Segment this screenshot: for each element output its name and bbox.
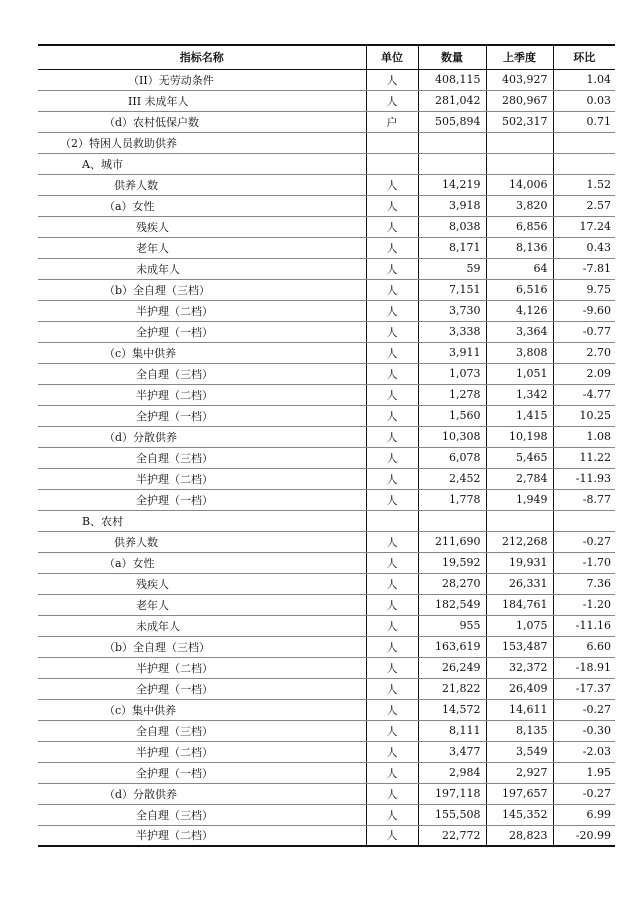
table-row (38, 426, 615, 447)
table-row (38, 699, 615, 720)
unit-cell: 人 (366, 342, 418, 363)
indicator-name: 半护理（二档） (38, 741, 366, 762)
table-row (38, 468, 615, 489)
qoq-ratio-cell: 9.75 (553, 279, 615, 300)
qoq-ratio-cell: -8.77 (553, 489, 615, 510)
quantity-cell: 10,308 (418, 426, 486, 447)
previous-quarter-cell: 212,268 (486, 531, 553, 552)
previous-quarter-cell: 14,006 (486, 174, 553, 195)
indicator-name: （c）集中供养 (38, 342, 366, 363)
table-row (38, 594, 615, 615)
quantity-cell: 59 (418, 258, 486, 279)
quantity-cell: 28,270 (418, 573, 486, 594)
quantity-cell: 6,078 (418, 447, 486, 468)
quantity-cell: 182,549 (418, 594, 486, 615)
qoq-ratio-cell: -11.16 (553, 615, 615, 636)
table-row (38, 90, 615, 111)
previous-quarter-cell: 145,352 (486, 804, 553, 825)
indicator-name: 半护理（二档） (38, 384, 366, 405)
qoq-ratio-cell: 17.24 (553, 216, 615, 237)
indicator-name: 老年人 (38, 237, 366, 258)
unit-cell: 人 (366, 804, 418, 825)
table-row (38, 342, 615, 363)
previous-quarter-cell (486, 132, 553, 153)
previous-quarter-cell: 6,856 (486, 216, 553, 237)
qoq-ratio-cell: 0.43 (553, 237, 615, 258)
table-header (38, 45, 615, 69)
qoq-ratio-cell: -2.03 (553, 741, 615, 762)
table-row (38, 825, 615, 846)
indicator-name: （a）女性 (38, 195, 366, 216)
table-row (38, 804, 615, 825)
previous-quarter-cell: 197,657 (486, 783, 553, 804)
quantity-cell: 197,118 (418, 783, 486, 804)
qoq-ratio-cell: 2.09 (553, 363, 615, 384)
indicator-name: 残疾人 (38, 573, 366, 594)
qoq-ratio-cell: -17.37 (553, 678, 615, 699)
indicator-name: （c）集中供养 (38, 699, 366, 720)
table-row (38, 657, 615, 678)
indicator-name: 未成年人 (38, 615, 366, 636)
table-row (38, 405, 615, 426)
table-row (38, 69, 615, 90)
indicator-name: （2）特困人员救助供养 (38, 132, 366, 153)
previous-quarter-cell: 1,075 (486, 615, 553, 636)
indicator-name: （d）分散供养 (38, 783, 366, 804)
quantity-cell: 211,690 (418, 531, 486, 552)
qoq-ratio-cell (553, 132, 615, 153)
unit-cell: 人 (366, 258, 418, 279)
table-row (38, 762, 615, 783)
previous-quarter-cell: 153,487 (486, 636, 553, 657)
quantity-cell: 155,508 (418, 804, 486, 825)
indicator-name: A、城市 (38, 153, 366, 174)
previous-quarter-cell: 10,198 (486, 426, 553, 447)
qoq-ratio-cell: 0.03 (553, 90, 615, 111)
previous-quarter-cell: 184,761 (486, 594, 553, 615)
header-row (38, 45, 615, 69)
indicator-name: 全自理（三档） (38, 363, 366, 384)
unit-cell: 人 (366, 426, 418, 447)
qoq-ratio-cell: 10.25 (553, 405, 615, 426)
qoq-ratio-cell (553, 510, 615, 531)
indicator-name: 全护理（一档） (38, 762, 366, 783)
previous-quarter-cell: 3,820 (486, 195, 553, 216)
statistics-table-container (38, 44, 615, 847)
qoq-ratio-cell (553, 153, 615, 174)
previous-quarter-cell: 403,927 (486, 69, 553, 90)
header-indicator-name: 指标名称 (38, 45, 366, 69)
quantity-cell: 3,911 (418, 342, 486, 363)
section-row (38, 153, 615, 174)
qoq-ratio-cell: 2.70 (553, 342, 615, 363)
qoq-ratio-cell: 0.71 (553, 111, 615, 132)
unit-cell: 人 (366, 825, 418, 846)
previous-quarter-cell: 5,465 (486, 447, 553, 468)
indicator-name: 全护理（一档） (38, 321, 366, 342)
unit-cell: 人 (366, 720, 418, 741)
table-row (38, 573, 615, 594)
indicator-name: （II）无劳动条件 (38, 69, 366, 90)
previous-quarter-cell: 32,372 (486, 657, 553, 678)
table-row (38, 384, 615, 405)
unit-cell: 人 (366, 405, 418, 426)
quantity-cell (418, 132, 486, 153)
qoq-ratio-cell: -0.27 (553, 699, 615, 720)
quantity-cell: 408,115 (418, 69, 486, 90)
quantity-cell: 281,042 (418, 90, 486, 111)
indicator-name: III 未成年人 (38, 90, 366, 111)
indicator-name: 半护理（二档） (38, 825, 366, 846)
quantity-cell: 1,073 (418, 363, 486, 384)
indicator-name: 半护理（二档） (38, 300, 366, 321)
quantity-cell: 3,730 (418, 300, 486, 321)
unit-cell: 户 (366, 111, 418, 132)
quantity-cell: 8,171 (418, 237, 486, 258)
statistics-table (38, 44, 615, 847)
qoq-ratio-cell: 2.57 (553, 195, 615, 216)
quantity-cell: 7,151 (418, 279, 486, 300)
indicator-name: 全护理（一档） (38, 678, 366, 699)
quantity-cell: 8,038 (418, 216, 486, 237)
qoq-ratio-cell: -9.60 (553, 300, 615, 321)
qoq-ratio-cell: -0.27 (553, 531, 615, 552)
table-row (38, 216, 615, 237)
unit-cell: 人 (366, 195, 418, 216)
qoq-ratio-cell: -0.30 (553, 720, 615, 741)
qoq-ratio-cell: 6.99 (553, 804, 615, 825)
indicator-name: 半护理（二档） (38, 657, 366, 678)
qoq-ratio-cell: 1.95 (553, 762, 615, 783)
table-row (38, 111, 615, 132)
indicator-name: 未成年人 (38, 258, 366, 279)
table-row (38, 741, 615, 762)
previous-quarter-cell: 502,317 (486, 111, 553, 132)
unit-cell (366, 132, 418, 153)
quantity-cell: 505,894 (418, 111, 486, 132)
quantity-cell: 3,477 (418, 741, 486, 762)
table-row (38, 489, 615, 510)
qoq-ratio-cell: 6.60 (553, 636, 615, 657)
indicator-name: 供养人数 (38, 174, 366, 195)
unit-cell: 人 (366, 384, 418, 405)
quantity-cell: 14,219 (418, 174, 486, 195)
unit-cell: 人 (366, 363, 418, 384)
qoq-ratio-cell: -4.77 (553, 384, 615, 405)
quantity-cell: 26,249 (418, 657, 486, 678)
quantity-cell (418, 510, 486, 531)
unit-cell: 人 (366, 762, 418, 783)
header-quantity: 数量 (418, 45, 486, 69)
table-row (38, 720, 615, 741)
qoq-ratio-cell: -0.27 (553, 783, 615, 804)
previous-quarter-cell: 3,808 (486, 342, 553, 363)
indicator-name: （d）农村低保户数 (38, 111, 366, 132)
previous-quarter-cell: 6,516 (486, 279, 553, 300)
indicator-name: B、农村 (38, 510, 366, 531)
quantity-cell (418, 153, 486, 174)
qoq-ratio-cell: -0.77 (553, 321, 615, 342)
quantity-cell: 1,560 (418, 405, 486, 426)
qoq-ratio-cell: 1.52 (553, 174, 615, 195)
previous-quarter-cell (486, 510, 553, 531)
table-row (38, 531, 615, 552)
qoq-ratio-cell: 11.22 (553, 447, 615, 468)
table-row (38, 636, 615, 657)
previous-quarter-cell: 3,364 (486, 321, 553, 342)
qoq-ratio-cell: -20.99 (553, 825, 615, 846)
quantity-cell: 2,452 (418, 468, 486, 489)
quantity-cell: 8,111 (418, 720, 486, 741)
indicator-name: （b）全自理（三档） (38, 279, 366, 300)
previous-quarter-cell: 3,549 (486, 741, 553, 762)
previous-quarter-cell: 2,784 (486, 468, 553, 489)
unit-cell: 人 (366, 636, 418, 657)
indicator-name: 全护理（一档） (38, 489, 366, 510)
header-unit: 单位 (366, 45, 418, 69)
qoq-ratio-cell: -1.20 (553, 594, 615, 615)
quantity-cell: 14,572 (418, 699, 486, 720)
previous-quarter-cell: 8,135 (486, 720, 553, 741)
previous-quarter-cell: 28,823 (486, 825, 553, 846)
previous-quarter-cell: 19,931 (486, 552, 553, 573)
indicator-name: 半护理（二档） (38, 468, 366, 489)
table-row (38, 363, 615, 384)
unit-cell: 人 (366, 489, 418, 510)
quantity-cell: 1,278 (418, 384, 486, 405)
header-qoq-ratio: 环比 (553, 45, 615, 69)
previous-quarter-cell: 1,415 (486, 405, 553, 426)
unit-cell: 人 (366, 531, 418, 552)
quantity-cell: 955 (418, 615, 486, 636)
quantity-cell: 21,822 (418, 678, 486, 699)
unit-cell: 人 (366, 699, 418, 720)
table-row (38, 195, 615, 216)
unit-cell: 人 (366, 657, 418, 678)
qoq-ratio-cell: 1.08 (553, 426, 615, 447)
quantity-cell: 2,984 (418, 762, 486, 783)
section-row (38, 132, 615, 153)
previous-quarter-cell: 64 (486, 258, 553, 279)
unit-cell (366, 510, 418, 531)
qoq-ratio-cell: -7.81 (553, 258, 615, 279)
previous-quarter-cell: 1,051 (486, 363, 553, 384)
unit-cell: 人 (366, 468, 418, 489)
unit-cell: 人 (366, 615, 418, 636)
unit-cell: 人 (366, 741, 418, 762)
previous-quarter-cell: 26,409 (486, 678, 553, 699)
unit-cell: 人 (366, 321, 418, 342)
quantity-cell: 22,772 (418, 825, 486, 846)
table-row (38, 279, 615, 300)
previous-quarter-cell: 26,331 (486, 573, 553, 594)
unit-cell: 人 (366, 216, 418, 237)
table-row (38, 300, 615, 321)
indicator-name: （b）全自理（三档） (38, 636, 366, 657)
previous-quarter-cell: 14,611 (486, 699, 553, 720)
indicator-name: 供养人数 (38, 531, 366, 552)
unit-cell: 人 (366, 678, 418, 699)
qoq-ratio-cell: -1.70 (553, 552, 615, 573)
quantity-cell: 19,592 (418, 552, 486, 573)
previous-quarter-cell (486, 153, 553, 174)
quantity-cell: 1,778 (418, 489, 486, 510)
quantity-cell: 3,918 (418, 195, 486, 216)
previous-quarter-cell: 280,967 (486, 90, 553, 111)
unit-cell: 人 (366, 573, 418, 594)
section-row (38, 510, 615, 531)
qoq-ratio-cell: 7.36 (553, 573, 615, 594)
unit-cell: 人 (366, 90, 418, 111)
table-row (38, 615, 615, 636)
unit-cell: 人 (366, 783, 418, 804)
unit-cell: 人 (366, 552, 418, 573)
unit-cell: 人 (366, 447, 418, 468)
unit-cell: 人 (366, 594, 418, 615)
unit-cell: 人 (366, 300, 418, 321)
indicator-name: 全护理（一档） (38, 405, 366, 426)
previous-quarter-cell: 1,342 (486, 384, 553, 405)
indicator-name: 全自理（三档） (38, 720, 366, 741)
indicator-name: （a）女性 (38, 552, 366, 573)
table-body (38, 69, 615, 846)
qoq-ratio-cell: -18.91 (553, 657, 615, 678)
previous-quarter-cell: 8,136 (486, 237, 553, 258)
unit-cell: 人 (366, 237, 418, 258)
table-row (38, 678, 615, 699)
indicator-name: 老年人 (38, 594, 366, 615)
unit-cell: 人 (366, 174, 418, 195)
indicator-name: （d）分散供养 (38, 426, 366, 447)
qoq-ratio-cell: -11.93 (553, 468, 615, 489)
table-row (38, 321, 615, 342)
header-previous-quarter: 上季度 (486, 45, 553, 69)
previous-quarter-cell: 2,927 (486, 762, 553, 783)
quantity-cell: 163,619 (418, 636, 486, 657)
unit-cell: 人 (366, 69, 418, 90)
table-row (38, 447, 615, 468)
previous-quarter-cell: 1,949 (486, 489, 553, 510)
indicator-name: 全自理（三档） (38, 447, 366, 468)
indicator-name: 全自理（三档） (38, 804, 366, 825)
unit-cell (366, 153, 418, 174)
qoq-ratio-cell: 1.04 (553, 69, 615, 90)
table-row (38, 552, 615, 573)
table-row (38, 237, 615, 258)
table-row (38, 258, 615, 279)
indicator-name: 残疾人 (38, 216, 366, 237)
quantity-cell: 3,338 (418, 321, 486, 342)
previous-quarter-cell: 4,126 (486, 300, 553, 321)
table-row (38, 174, 615, 195)
unit-cell: 人 (366, 279, 418, 300)
table-row (38, 783, 615, 804)
